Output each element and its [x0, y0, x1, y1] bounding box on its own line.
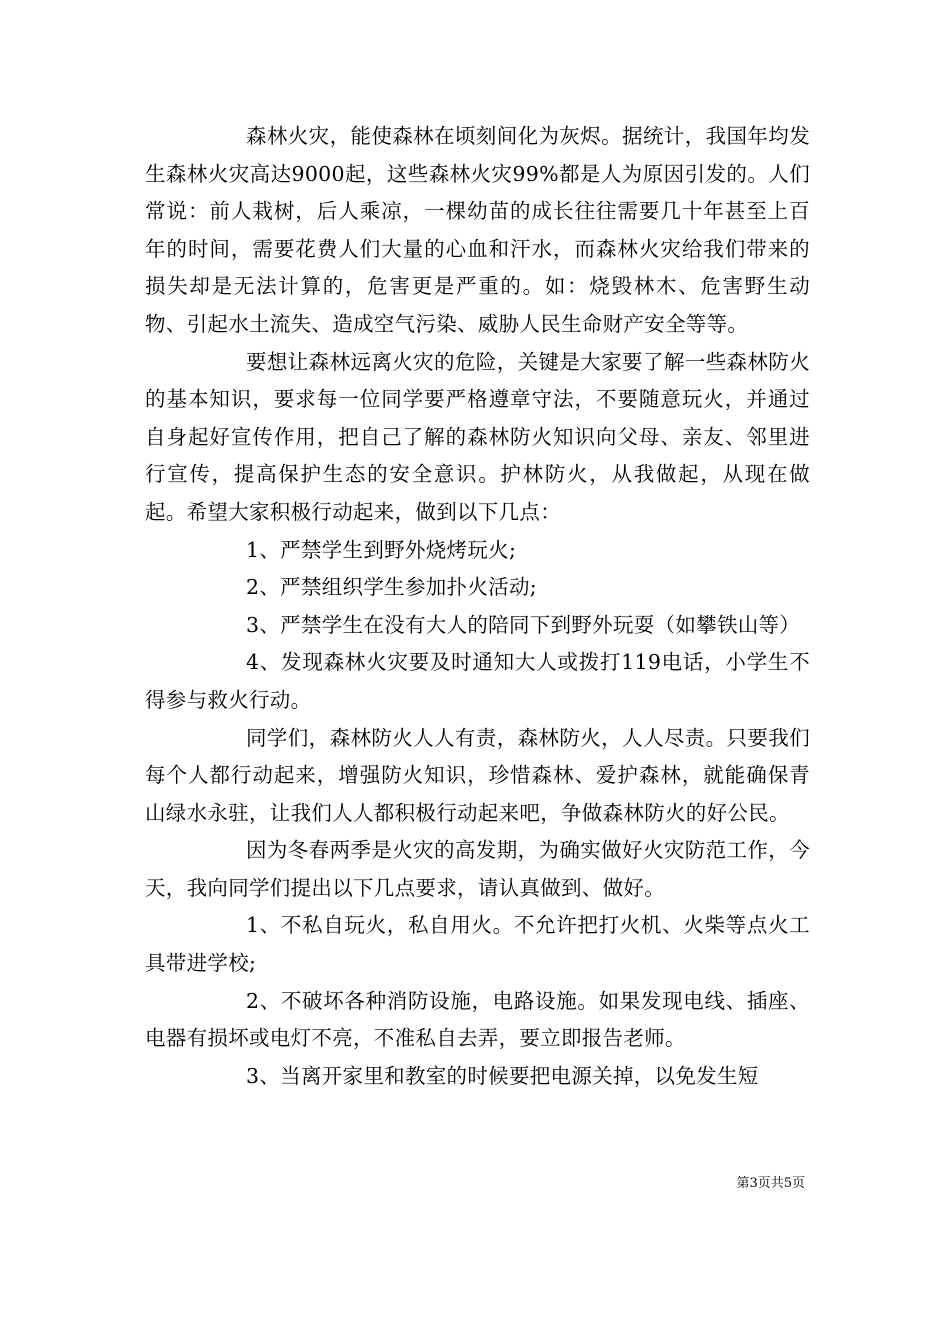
paragraph-forest-fire-harm: 森林火灾，能使森林在顷刻间化为灰烬。据统计，我国年均发生森林火灾高达9000起，这些森林火灾99%都是人为原因引发的。人们常说：前人栽树，后人乘凉，一棵幼苗的成长往往需要几十年甚至上百年的时间，需要花费人们大量的心血和汗水，而森林火灾给我们带来的损失却是无法计算的，危害更是严重的。如：烧毁林木、危害野生动物、引起水土流失、造成空气污染、威胁人民生命财产安全等等。 — [145, 124, 810, 336]
document-body — [145, 118, 810, 1095]
requirement-item-3: 3、当离开家里和教室的时候要把电源关掉，以免发生短 — [246, 1063, 759, 1088]
paragraph-winter-spring-requirements: 因为冬春两季是火灾的高发期，为确实做好火灾防范工作，今天，我向同学们提出以下几点要求，请认真做到、做好。 — [145, 838, 810, 900]
rule-item-4: 4、发现森林火灾要及时通知大人或拨打119电话，小学生不得参与救火行动。 — [145, 650, 810, 712]
requirement-item-1: 1、不私自玩火，私自用火。不允许把打火机、火柴等点火工具带进学校; — [145, 913, 810, 976]
rule-item-2: 2、严禁组织学生参加扑火活动; — [246, 575, 537, 600]
requirement-item-2: 2、不破坏各种消防设施，电路设施。如果发现电线、插座、电器有损坏或电灯不亮，不准私自去弄，要立即报告老师。 — [145, 988, 810, 1051]
rule-item-3: 3、严禁学生在没有大人的陪同下到野外玩耍（如攀铁山等） — [246, 612, 801, 637]
paragraph-prevention-knowledge: 要想让森林远离火灾的危险，关键是大家要了解一些森林防火的基本知识，要求每一位同学要严格遵章守法，不要随意玩火，并通过自身起好宣传作用，把自己了解的森林防火知识向父母、亲友、邻里进行宣传，提高保护生态的安全意识。护林防火，从我做起，从现在做起。希望大家积极行动起来，做到以下几点： — [145, 349, 810, 524]
rule-item-1: 1、严禁学生到野外烧烤玩火; — [246, 537, 517, 562]
page-number-footer: 第3页共5页 — [736, 1176, 805, 1191]
paragraph-call-to-action: 同学们，森林防火人人有责，森林防火，人人尽责。只要我们每个人都行动起来，增强防火知识，珍惜森林、爱护森林，就能确保青山绿水永驻，让我们人人都积极行动起来吧，争做森林防火的好公民。 — [145, 725, 810, 825]
